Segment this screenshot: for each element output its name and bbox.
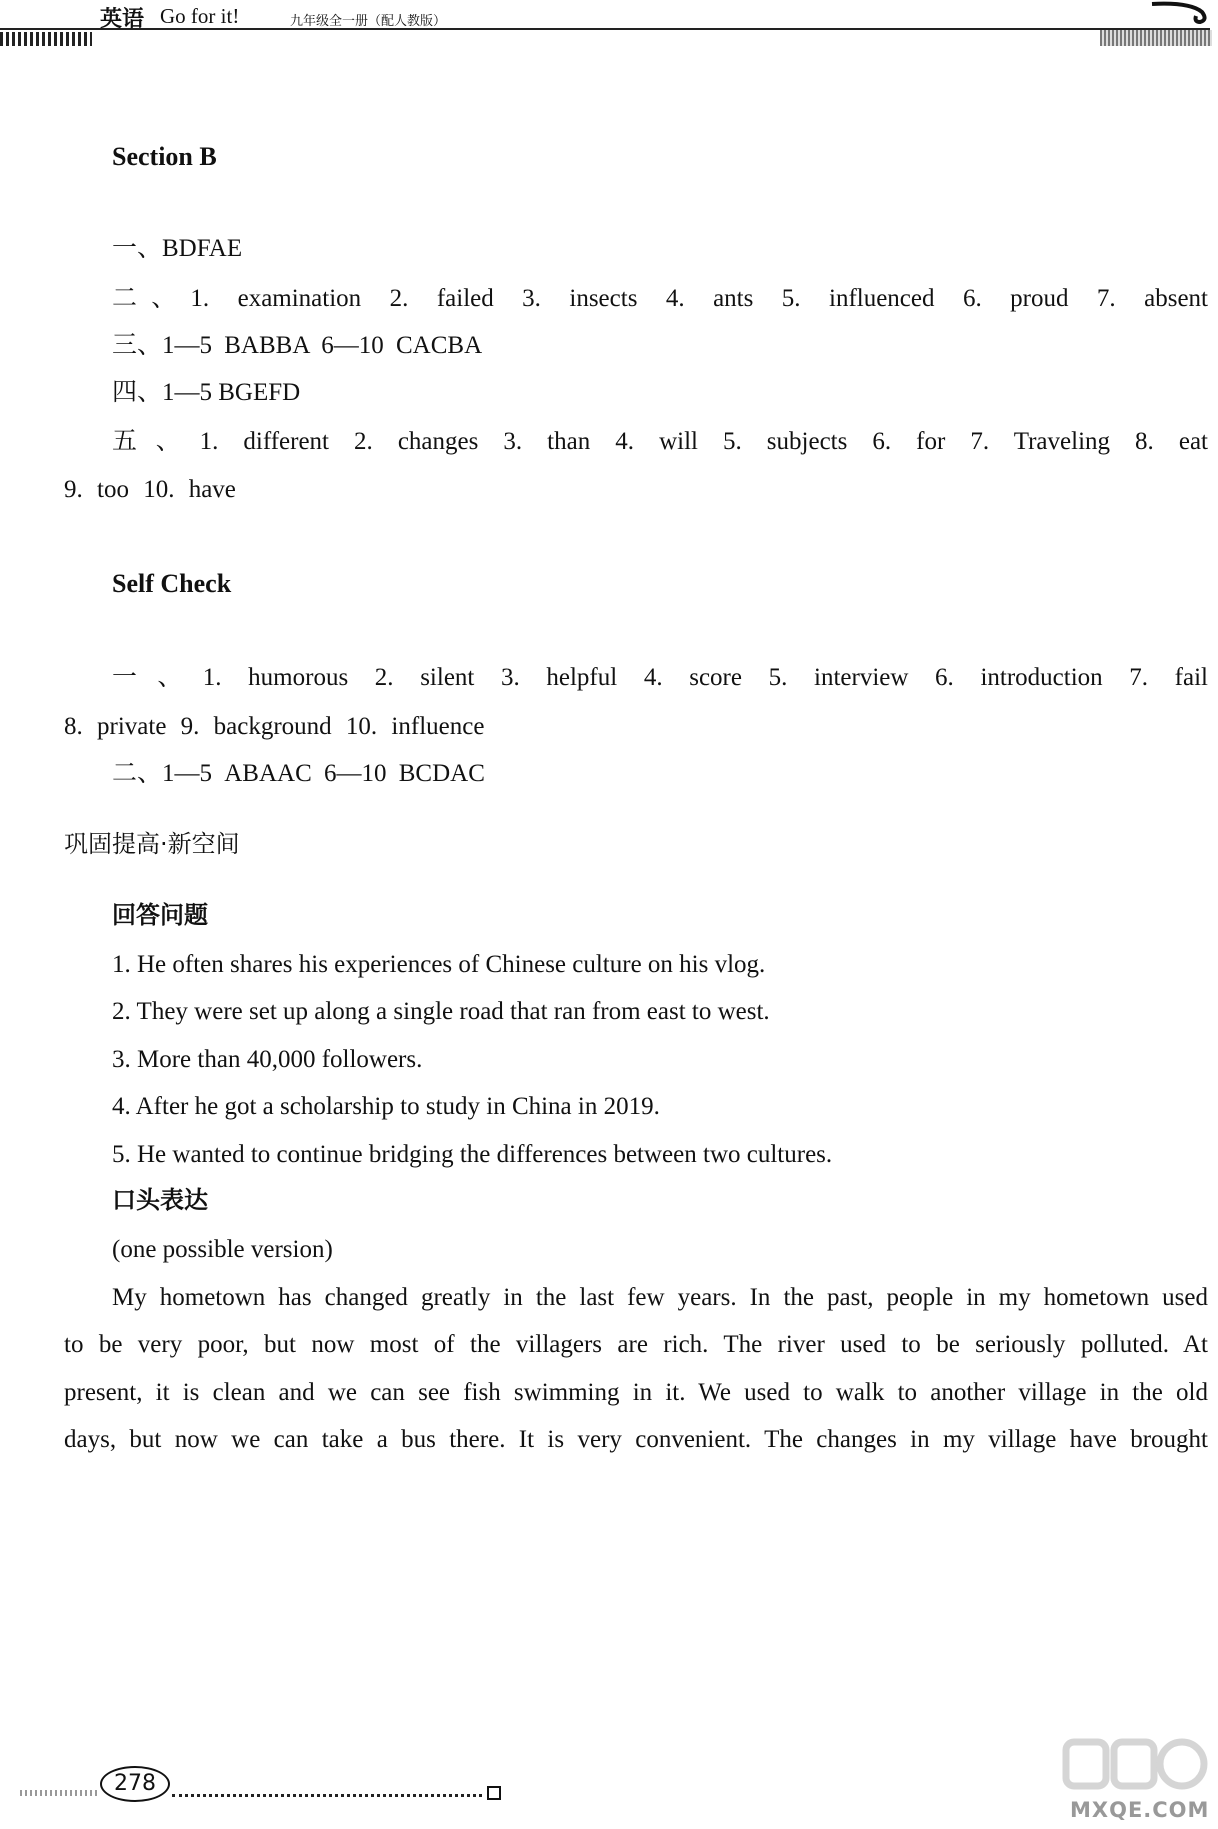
footer-decoration (20, 1790, 98, 1796)
paragraph-line-4: days, but now we can take a bus there. It is very convenient. The changes in my village have brought (64, 1426, 1208, 1453)
answer-item-1: 1. He often shares his experiences of Chinese culture on his vlog. (112, 951, 766, 978)
self-check-line-1: 一、1. humorous 2. silent 3. helpful 4. score 5. interview 6. introduction 7. fail (112, 664, 1208, 691)
self-check-line-2: 8. private 9. background 10. influence (64, 713, 485, 740)
footer-square-icon (487, 1786, 501, 1800)
answer-questions-heading: 回答问题 (112, 901, 208, 929)
self-check-heading: Self Check (112, 569, 232, 598)
answer-item-2: 2. They were set up along a single road that ran from east to west. (112, 998, 770, 1025)
self-check-line-3: 二、1—5 ABAAC 6—10 BCDAC (112, 760, 485, 787)
answer-item-4: 4. After he got a scholarship to study in China in 2019. (112, 1093, 660, 1120)
section-b-line-6: 9. too 10. have (64, 476, 236, 503)
section-b-line-4: 四、1—5 BGEFD (112, 379, 301, 406)
answer-item-3: 3. More than 40,000 followers. (112, 1046, 423, 1073)
paragraph-line-1: My hometown has changed greatly in the last few years. In the past, people in my hometown used (112, 1284, 1208, 1311)
answer-item-5: 5. He wanted to continue bridging the differences between two cultures. (112, 1141, 833, 1168)
oral-expression-heading: 口头表达 (112, 1186, 208, 1214)
paragraph-line-2: to be very poor, but now most of the villagers are rich. The river used to be seriously polluted. At (64, 1331, 1208, 1358)
section-b-line-3: 三、1—5 BABBA 6—10 CACBA (112, 332, 483, 359)
header-subject: 英语 (100, 7, 145, 32)
footer-dotted-line (172, 1794, 482, 1797)
watermark-text: MXQE.COM (1070, 1798, 1210, 1822)
consolidation-heading: 巩固提高·新空间 (64, 830, 240, 858)
header-barcode-decoration (0, 32, 92, 46)
section-b-line-2: 二、1. examination 2. failed 3. insects 4. ants 5. influenced 6. proud 7. absent (112, 285, 1208, 312)
header-shade-decoration (1100, 30, 1212, 46)
header-curl-icon (1150, 0, 1210, 28)
paragraph-line-3: present, it is clean and we can see fish swimming in it. We used to walk to another village in the old (64, 1379, 1208, 1406)
header-book-title: Go for it! (160, 4, 240, 28)
page-number: 278 (100, 1766, 170, 1802)
oral-expression-note: (one possible version) (112, 1236, 333, 1263)
section-b-line-5: 五、1. different 2. changes 3. than 4. will 5. subjects 6. for 7. Traveling 8. eat (112, 428, 1208, 455)
section-b-heading: Section B (112, 142, 217, 171)
section-b-line-1: 一、BDFAE (112, 235, 243, 262)
header-edition: 九年级全一册（配人教版） (290, 14, 447, 29)
